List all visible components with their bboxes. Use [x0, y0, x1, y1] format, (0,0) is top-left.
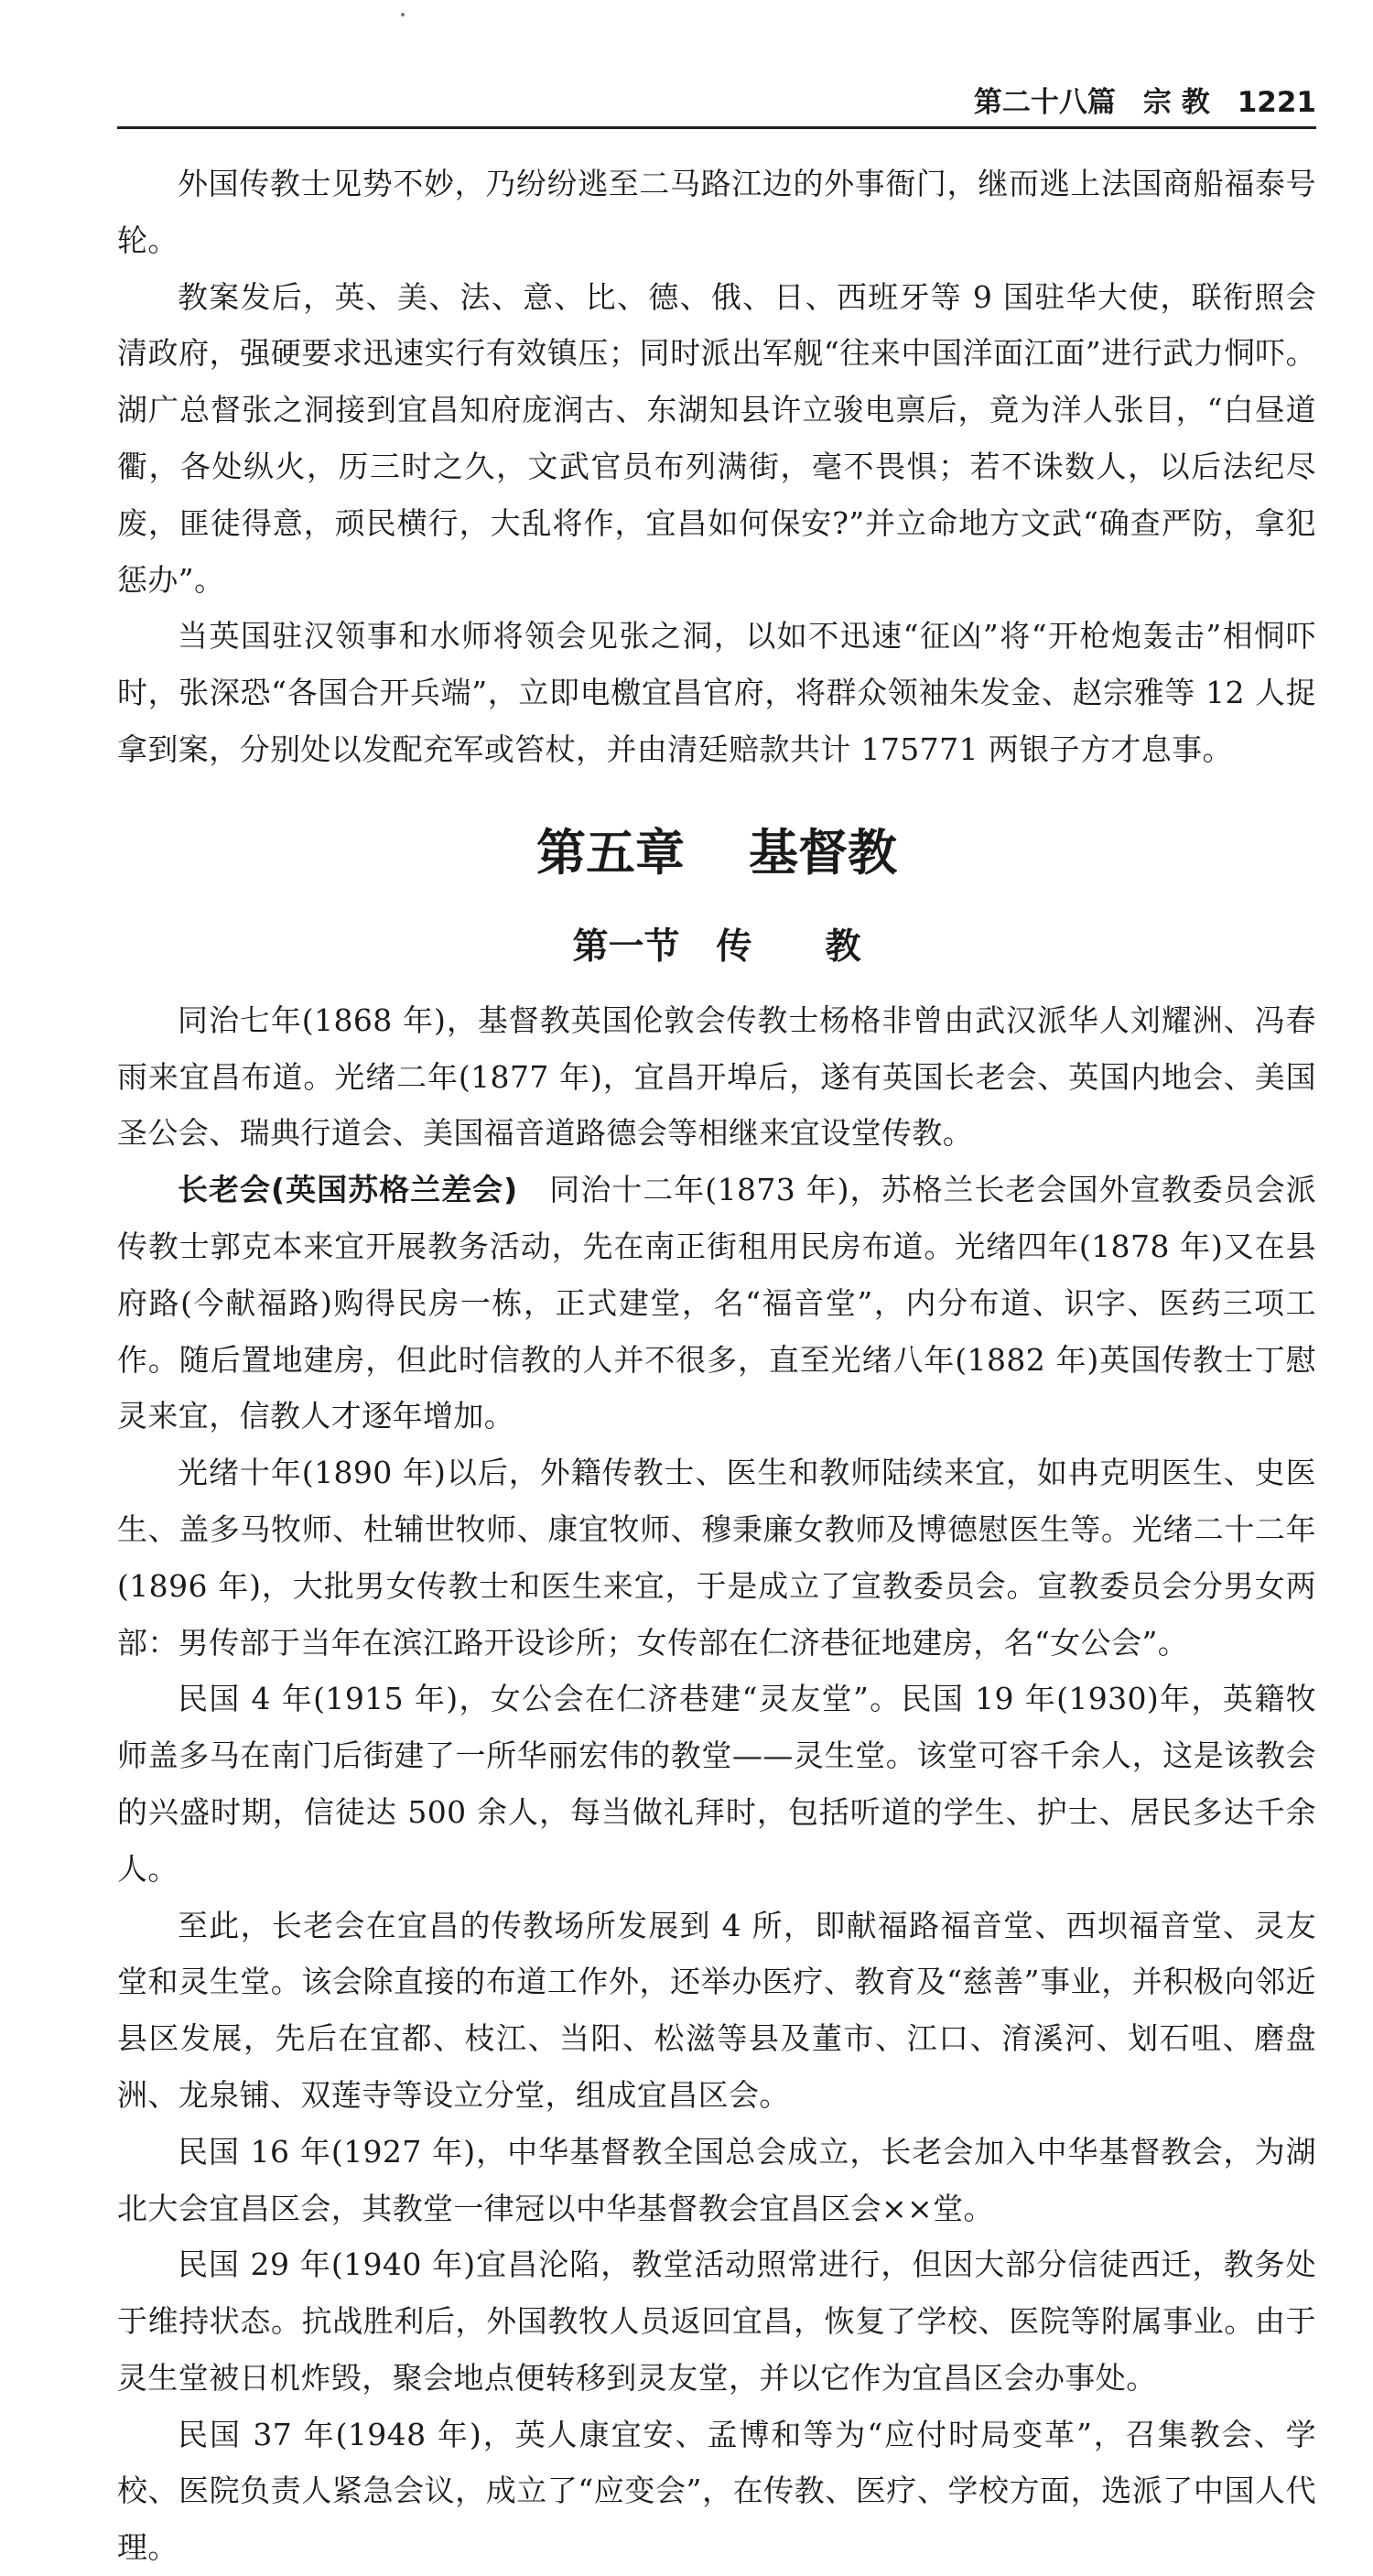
section-title-char: 传 — [716, 925, 752, 968]
paragraph: 教案发后，英、美、法、意、比、德、俄、日、西班牙等 9 国驻华大使，联衔照会清政府，强硬要求迅速实行有效镇压；同时派出军舰“往来中国洋面江面”进行武力恫吓。湖广总督张之洞接到宜昌知府庞润古、东湖知县许立骏电禀后，竟为洋人张目，“白昼道衢，各处纵火，历三时之久，文武官员布列满街，毫不畏惧；若不诛数人，以后法纪尽废，匪徒得意，顽民横行，大乱将作，宜昌如何保安?”并立命地方文武“确查严防，拿犯惩办”。 — [117, 278, 1316, 598]
running-header — [117, 79, 1316, 129]
scan-speck — [401, 13, 405, 16]
paragraph: 同治七年(1868 年)，基督教英国伦敦会传教士杨格非曾由武汉派华人刘耀洲、冯春雨来宜昌布道。光绪二年(1877 年)，宜昌开埠后，遂有英国长老会、英国内地会、美国圣公会、瑞典行道会、美国福音道路德会等相继来宜设堂传教。 — [117, 1001, 1316, 1152]
body-text — [117, 156, 1316, 2576]
paragraph: 民国 29 年(1940 年)宜昌沦陷，教堂活动照常进行，但因大部分信徒西迁，教务处于维持状态。抗战胜利后，外国教牧人员返回宜昌，恢复了学校、医院等附属事业。由于灵生堂被日机炸毁，聚会地点便转移到灵友堂，并以它作为宜昌区会办事处。 — [117, 2246, 1316, 2396]
chapter-title: 基督教 — [749, 823, 897, 882]
paragraph: 光绪十年(1890 年)以后，外籍传教士、医生和教师陆续来宜，如冉克明医生、史医生、盖多马牧师、杜辅世牧师、康宜牧师、穆秉廉女教师及博德慰医生等。光绪二十二年(1896 年)，大批男女传教士和医生来宜，于是成立了宣教委员会。宣教委员会分男女两部：男传部于当年在滨江路开设诊所；女传部在仁济巷征地建房，名“女公会”。 — [117, 1455, 1316, 1661]
section-heading — [117, 919, 1316, 976]
paragraph — [117, 1162, 1316, 1445]
paragraph: 民国 37 年(1948 年)，英人康宜安、孟博和等为“应付时局变革”，召集教会、学校、医院负责人紧急会议，成立了“应变会”，在传教、医疗、学校方面，选派了中国人代理。 — [117, 2416, 1316, 2566]
chapter-heading — [117, 817, 1316, 890]
paragraph: 民国 16 年(1927 年)，中华基督教全国总会成立，长老会加入中华基督教会，为湖北大会宜昌区会，其教堂一律冠以中华基督教会宜昌区会××堂。 — [117, 2133, 1316, 2226]
section-number: 第一节 — [572, 925, 680, 968]
section-title-char: 教 — [825, 925, 861, 968]
page-number: 1221 — [1237, 86, 1316, 119]
paragraph: 外国传教士见势不妙，乃纷纷逃至二马路江边的外事衙门，继而逃上法国商船福泰号轮。 — [117, 166, 1316, 258]
run-in-heading: 长老会(英国苏格兰差会) — [178, 1172, 518, 1208]
paragraph: 当英国驻汉领事和水师将领会见张之洞，以如不迅速“征凶”将“开枪炮轰击”相恫吓时，张深恐“各国合开兵端”，立即电檄宜昌官府，将群众领袖朱发金、赵宗雅等 12 人捉拿到案，分别处以发配充军或笞杖，并由清廷赔款共计 175771 两银子方才息事。 — [117, 618, 1316, 767]
header-part: 第二十八篇 — [973, 86, 1116, 119]
header-subject: 宗 教 — [1142, 86, 1210, 119]
paragraph: 至此，长老会在宜昌的传教场所发展到 4 所，即献福路福音堂、西坝福音堂、灵友堂和灵生堂。该会除直接的布道工作外，还举办医疗、教育及“慈善”事业，并积极向邻近县区发展，先后在宜都、枝江、当阳、松滋等县及董市、江口、淯溪河、划石咀、磨盘洲、龙泉铺、双莲寺等设立分堂，组成宜昌区会。 — [117, 1907, 1316, 2113]
chapter-number: 第五章 — [536, 823, 685, 882]
run-in-text: 同治十二年(1873 年)，苏格兰长老会国外宣教委员会派传教士郭克本来宜开展教务活动，先在南正街租用民房布道。光绪四年(1878 年)又在县府路(今献福路)购得民房一栋，正式建堂，名“福音堂”，内分布道、识字、医药三项工作。随后置地建房，但此时信教的人并不很多，直至光绪八年(1882 年)英国传教士丁慰灵来宜，信教人才逐年增加。 — [117, 1172, 1317, 1434]
paragraph: 民国 4 年(1915 年)，女公会在仁济巷建“灵友堂”。民国 19 年(1930)年，英籍牧师盖多马在南门后街建了一所华丽宏伟的教堂——灵生堂。该堂可容千余人，这是该教会的兴盛时期，信徒达 500 余人，每当做礼拜时，包括听道的学生、护士、居民多达千余人。 — [117, 1681, 1316, 1887]
